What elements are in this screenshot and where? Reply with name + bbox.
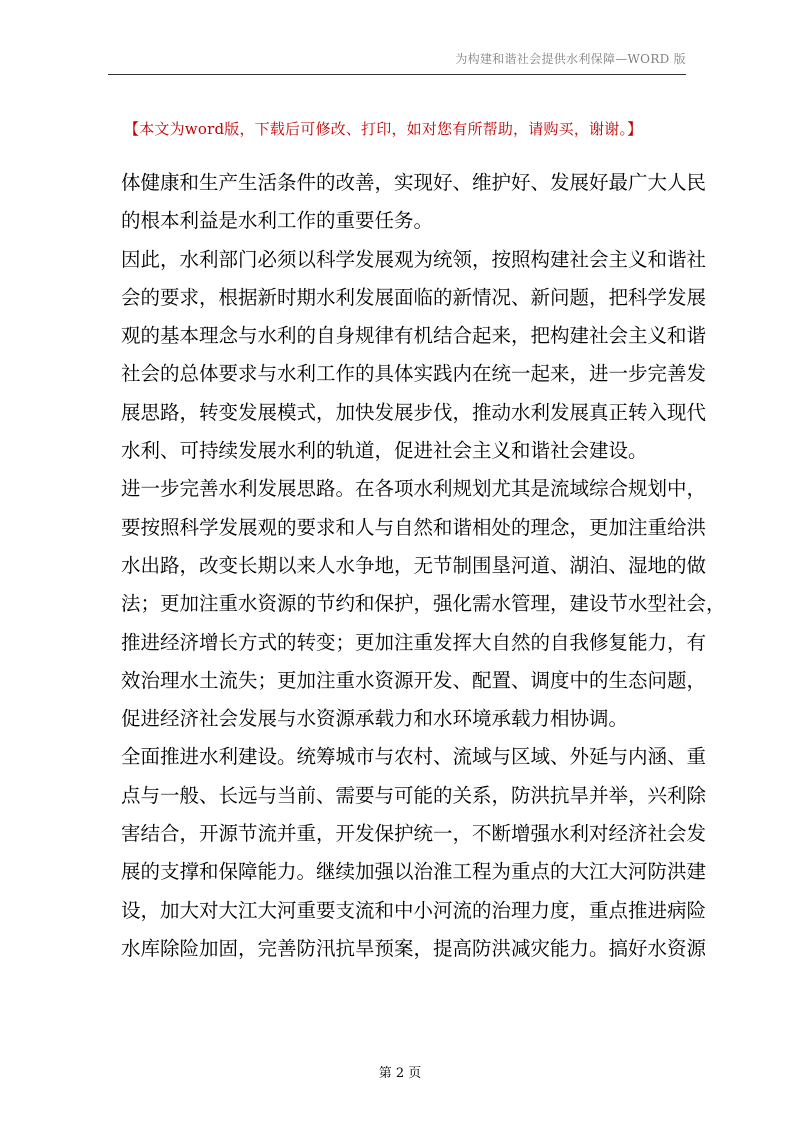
- text-line: 要按照科学发展观的要求和人与自然和谐相处的理念，更加注重给洪: [121, 515, 707, 539]
- header-divider: [108, 74, 686, 75]
- text-line: 推进经济增长方式的转变；更加注重发挥大自然的自我修复能力，有: [121, 630, 707, 654]
- text-line: 促进经济社会发展与水资源承载力和水环境承载力相协调。: [121, 707, 629, 731]
- text-line: 效治理水土流失；更加注重水资源开发、配置、调度中的生态问题，: [121, 668, 707, 692]
- paragraph-2: [121, 241, 707, 471]
- text-line: 设，加大对大江大河重要支流和中小河流的治理力度，重点推进病险: [121, 898, 707, 922]
- paragraph-3: [121, 470, 726, 738]
- paragraph-4: [121, 738, 707, 968]
- text-line: 水利、可持续发展水利的轨道，促进社会主义和谐社会建设。: [121, 439, 648, 463]
- download-notice: 【本文为word版，下载后可修改、打印，如对您有所帮助，请购买，谢谢。】: [124, 120, 643, 138]
- text-line: 水库除险加固，完善防汛抗旱预案，提高防洪减灾能力。搞好水资源: [121, 936, 707, 960]
- text-line: 全面推进水利建设。统筹城市与农村、流域与区域、外延与内涵、重: [121, 745, 707, 769]
- page-number: 第 2 页: [378, 1066, 422, 1081]
- text-line: 法；更加注重水资源的节约和保护，强化需水管理，建设节水型社会，: [121, 592, 726, 616]
- running-header: 为构建和谐社会提供水利保障—WORD 版: [455, 52, 686, 66]
- document-body: [121, 164, 726, 968]
- text-line: 社会的总体要求与水利工作的具体实践内在统一起来，进一步完善发: [121, 362, 707, 386]
- paragraph-1: [121, 164, 707, 241]
- text-line: 水出路，改变长期以来人水争地，无节制围垦河道、湖泊、湿地的做: [121, 553, 707, 577]
- text-line: 进一步完善水利发展思路。在各项水利规划尤其是流域综合规划中，: [121, 477, 707, 501]
- text-line: 展思路，转变发展模式，加快发展步伐，推动水利发展真正转入现代: [121, 400, 707, 424]
- text-line: 因此，水利部门必须以科学发展观为统领，按照构建社会主义和谐社: [121, 247, 707, 271]
- text-line: 展的支撑和保障能力。继续加强以治淮工程为重点的大江大河防洪建: [121, 860, 707, 884]
- text-line: 体健康和生产生活条件的改善，实现好、维护好、发展好最广大人民: [121, 171, 707, 194]
- text-line: 会的要求，根据新时期水利发展面临的新情况、新问题，把科学发展: [121, 285, 707, 309]
- text-line: 的根本利益是水利工作的重要任务。: [121, 209, 434, 233]
- text-line: 观的基本理念与水利的自身规律有机结合起来，把构建社会主义和谐: [121, 324, 707, 348]
- text-line: 害结合，开源节流并重，开发保护统一，不断增强水利对经济社会发: [121, 822, 707, 846]
- text-line: 点与一般、长远与当前、需要与可能的关系，防洪抗旱并举，兴利除: [121, 783, 707, 807]
